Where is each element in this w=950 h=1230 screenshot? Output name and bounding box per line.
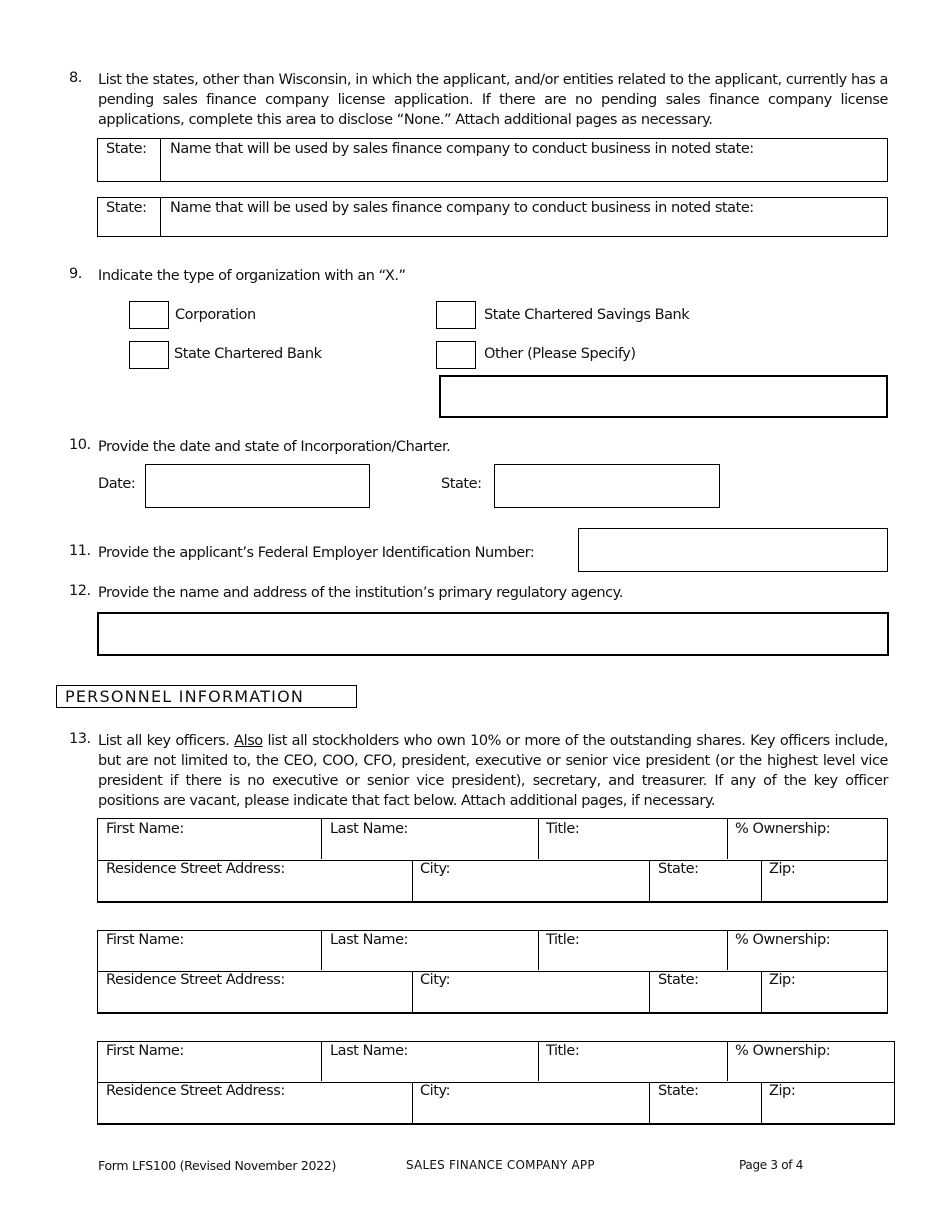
incorporation-state-label: State: (441, 476, 482, 492)
q8-state-row-2[interactable] (97, 197, 888, 237)
q10-text: Provide the date and state of Incorporation/Charter. (98, 439, 451, 455)
last-name-field[interactable]: Last Name: (330, 932, 408, 948)
footer-page-number: Page 3 of 4 (739, 1158, 804, 1172)
q9-number: 9. (69, 266, 82, 282)
state-field[interactable]: State: (658, 1083, 699, 1099)
other-specify-field[interactable] (439, 375, 888, 418)
other-label: Other (Please Specify) (484, 346, 636, 362)
officer-block-3 (97, 1041, 895, 1125)
other-checkbox[interactable] (436, 341, 476, 369)
personnel-section-title: PERSONNEL INFORMATION (56, 685, 357, 708)
incorporation-date-field[interactable] (145, 464, 370, 508)
corporation-checkbox[interactable] (129, 301, 169, 329)
savings-bank-label: State Chartered Savings Bank (484, 307, 690, 323)
date-label: Date: (98, 476, 136, 492)
ownership-field[interactable]: % Ownership: (735, 821, 831, 837)
address-field[interactable]: Residence Street Address: (106, 972, 285, 988)
q8-number: 8. (69, 70, 82, 86)
q10-number: 10. (69, 437, 91, 453)
q8-divider-1 (160, 139, 161, 181)
first-name-field[interactable]: First Name: (106, 932, 184, 948)
first-name-field[interactable]: First Name: (106, 821, 184, 837)
savings-bank-checkbox[interactable] (436, 301, 476, 329)
q8-name-label-1: Name that will be used by sales finance company to conduct business in noted state: (170, 141, 754, 157)
state-field[interactable]: State: (658, 972, 699, 988)
q8-state-label-2: State: (106, 200, 147, 216)
zip-field[interactable]: Zip: (769, 1083, 796, 1099)
first-name-field[interactable]: First Name: (106, 1043, 184, 1059)
q11-number: 11. (69, 543, 91, 559)
q8-divider-2 (160, 198, 161, 236)
city-field[interactable]: City: (420, 972, 450, 988)
title-field[interactable]: Title: (546, 932, 580, 948)
q9-text: Indicate the type of organization with an “X.” (98, 268, 406, 284)
state-field[interactable]: State: (658, 861, 699, 877)
corporation-label: Corporation (175, 307, 256, 323)
zip-field[interactable]: Zip: (769, 861, 796, 877)
q8-text: List the states, other than Wisconsin, in which the applicant, and/or entities related to the applicant, currently has a pending sales finance company license application. If there are no pending sales finance company license applications, complete this area to disclose “None.” Attach additional pages as necessary. (98, 72, 888, 128)
city-field[interactable]: City: (420, 1083, 450, 1099)
chartered-bank-label: State Chartered Bank (174, 346, 322, 362)
q13-text: List all key officers. Also list all stockholders who own 10% or more of the outstanding shares. Key officers include, but are not limited to, the CEO, COO, CFO, president, executive or senior vice president (or the highest level vice president if there is no executive or senior vice president), secretary, and treasurer. If any of the key officer positions are vacant, please indicate that fact below. Attach additional pages, if necessary. (98, 733, 888, 809)
last-name-field[interactable]: Last Name: (330, 1043, 408, 1059)
fein-field[interactable] (578, 528, 888, 572)
title-field[interactable]: Title: (546, 1043, 580, 1059)
q12-number: 12. (69, 583, 91, 599)
address-field[interactable]: Residence Street Address: (106, 1083, 285, 1099)
ownership-field[interactable]: % Ownership: (735, 1043, 831, 1059)
q8-state-row-1[interactable] (97, 138, 888, 182)
q13-number: 13. (69, 731, 91, 747)
officer-block-1 (97, 818, 888, 903)
regulatory-agency-field[interactable] (97, 612, 889, 656)
city-field[interactable]: City: (420, 861, 450, 877)
zip-field[interactable]: Zip: (769, 972, 796, 988)
chartered-bank-checkbox[interactable] (129, 341, 169, 369)
incorporation-state-field[interactable] (494, 464, 720, 508)
title-field[interactable]: Title: (546, 821, 580, 837)
q8-state-label-1: State: (106, 141, 147, 157)
address-field[interactable]: Residence Street Address: (106, 861, 285, 877)
ownership-field[interactable]: % Ownership: (735, 932, 831, 948)
last-name-field[interactable]: Last Name: (330, 821, 408, 837)
footer-form-id: Form LFS100 (Revised November 2022) (98, 1158, 337, 1173)
footer-form-title: SALES FINANCE COMPANY APP (406, 1158, 595, 1172)
q11-text: Provide the applicant’s Federal Employer Identification Number: (98, 545, 535, 561)
officer-block-2 (97, 930, 888, 1014)
q8-name-label-2: Name that will be used by sales finance company to conduct business in noted state: (170, 200, 754, 216)
q12-text: Provide the name and address of the institution’s primary regulatory agency. (98, 585, 623, 601)
